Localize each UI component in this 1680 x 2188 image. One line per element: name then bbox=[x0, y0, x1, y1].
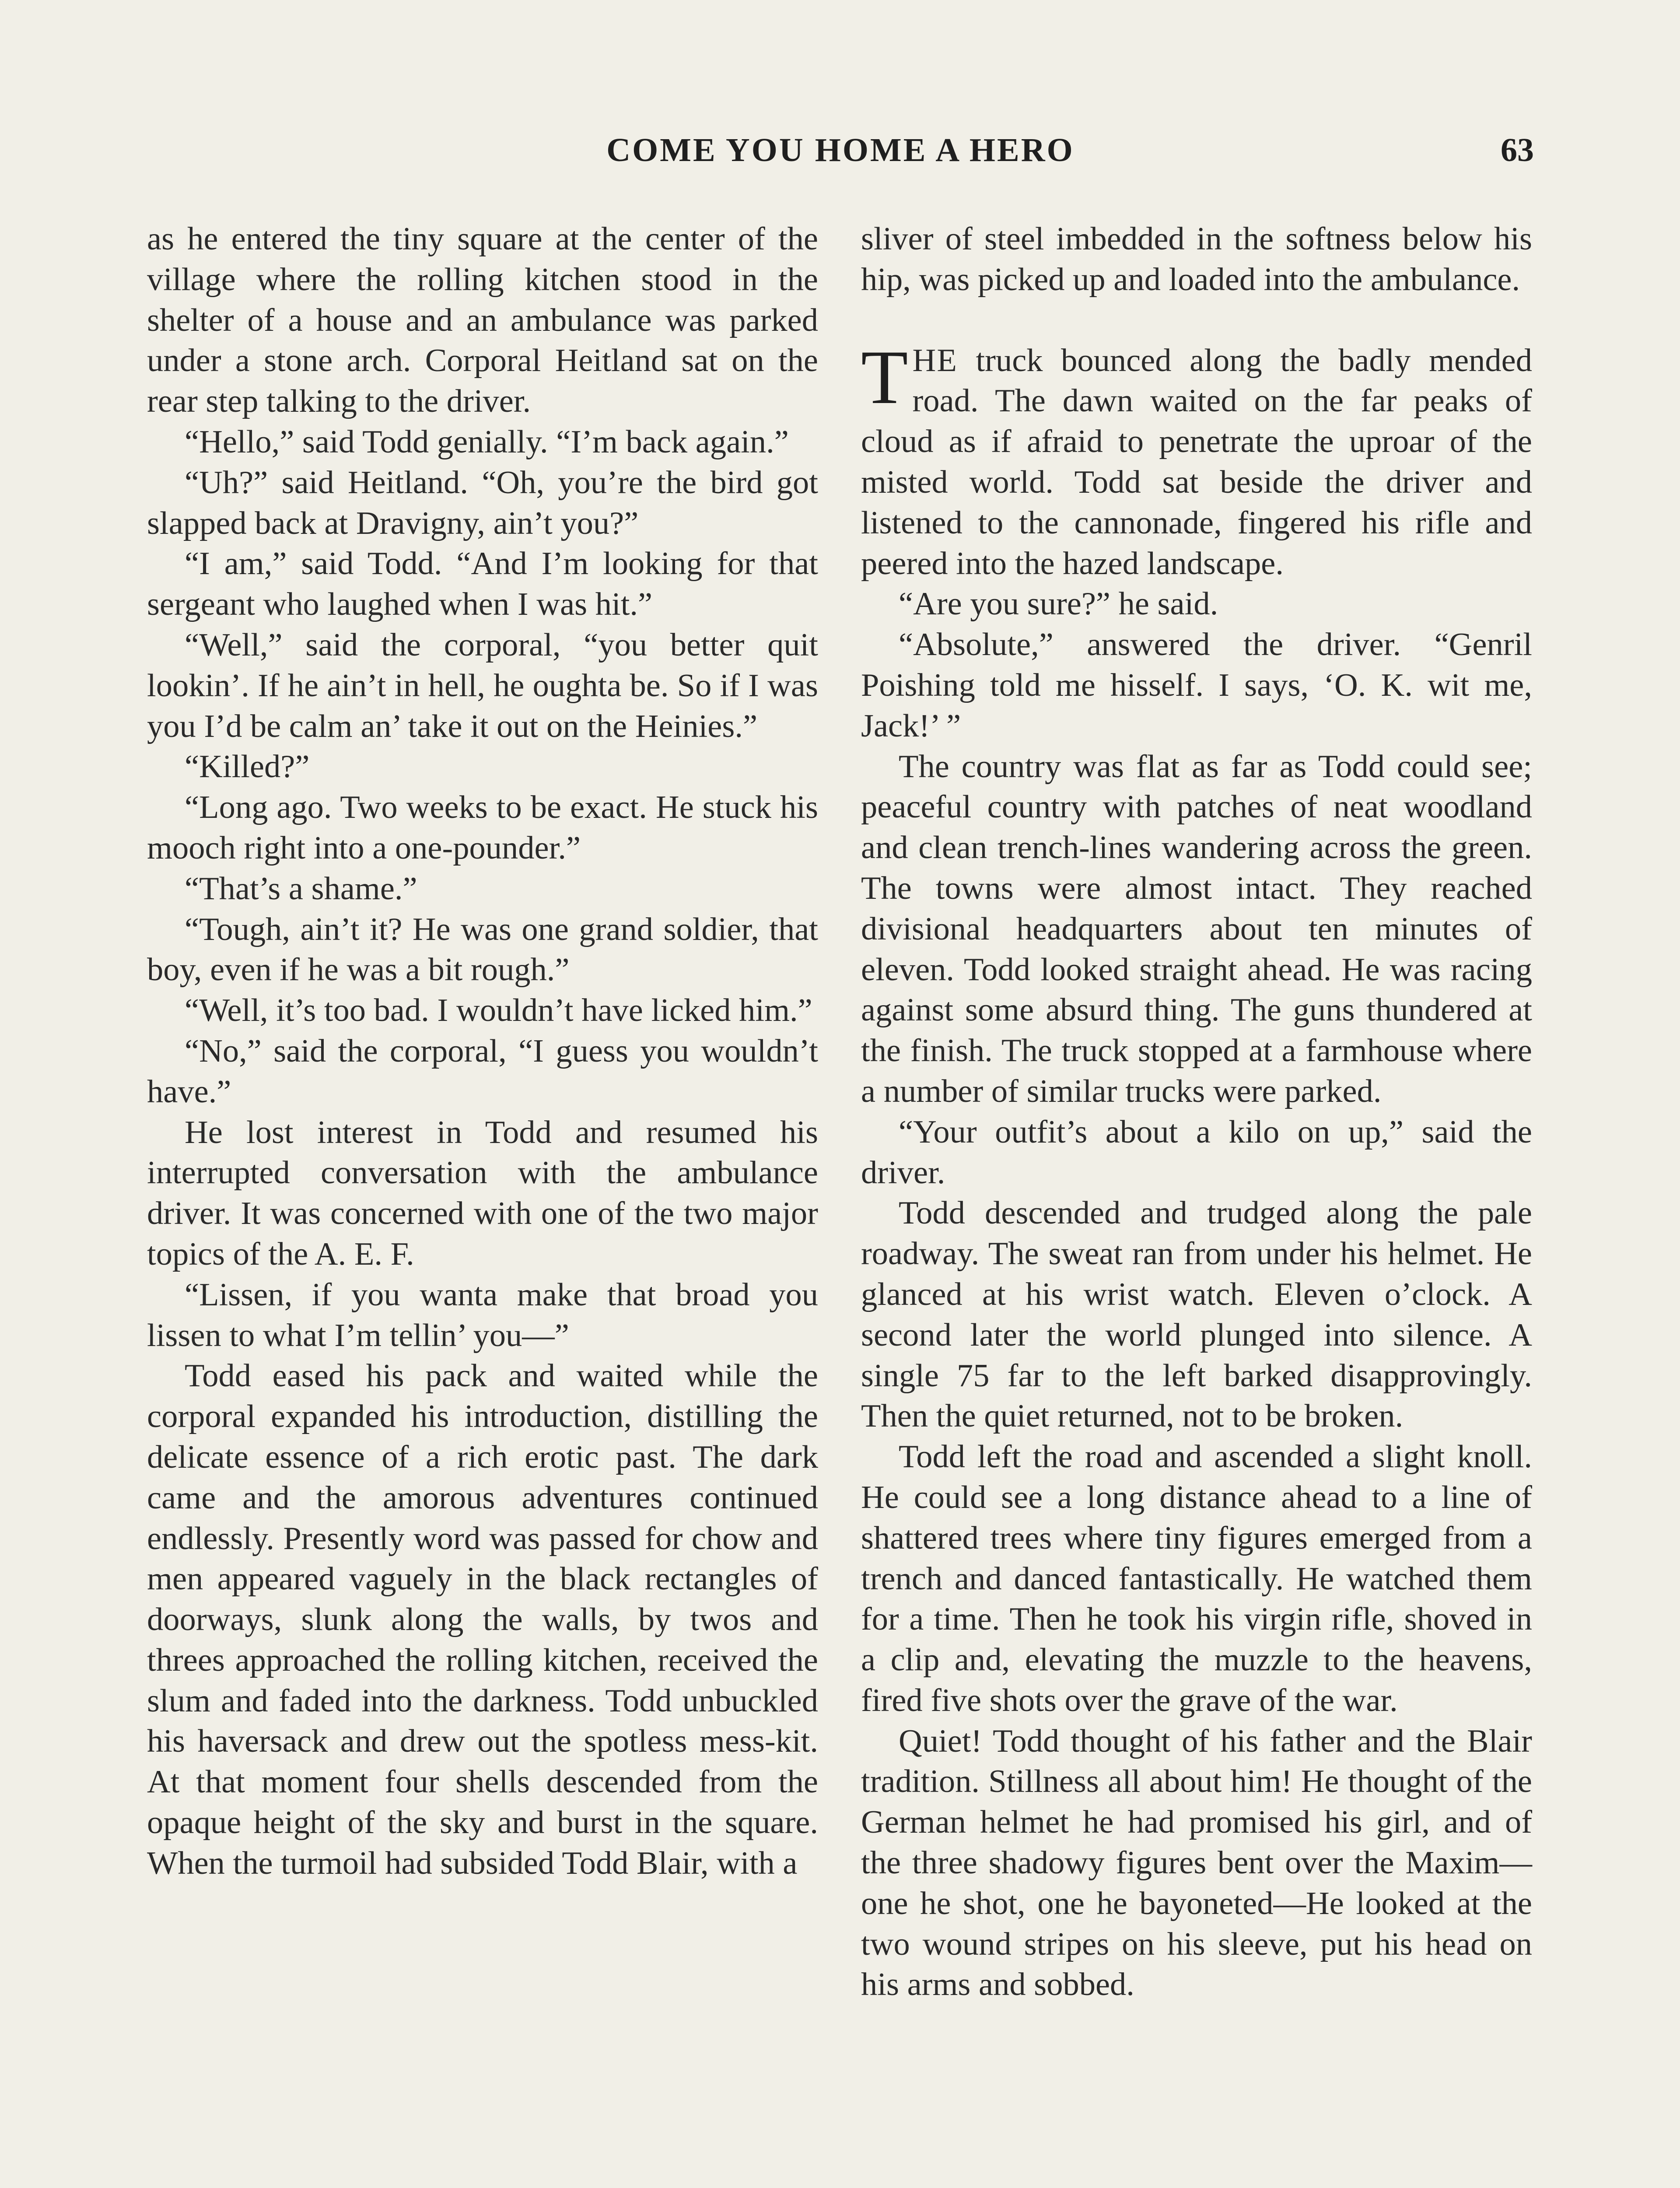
paragraph: “Tough, ain’t it? He was one grand soldier, that boy, even if he was a bit rough.” bbox=[147, 911, 818, 988]
page-number: 63 bbox=[1501, 132, 1534, 168]
paragraph: “Well, it’s too bad. I wouldn’t have licked him.” bbox=[185, 992, 812, 1029]
small-caps-lead: HE bbox=[912, 342, 958, 379]
page-header bbox=[147, 131, 1534, 179]
paragraph: Todd eased his pack and waited while the corporal expanded his introduction, distilling the delicate essence of a rich erotic past. The dark came and the amorous adventures continued endlessly. Presently word was passed for chow and men appeared vaguely in the black rectangles of doorways, slunk along the walls, by twos and threes approached the rolling kitchen, received the slum and faded into the darkness. Todd unbuckled his haversack and drew out the spotless mess-kit. At that moment four shells descended from the opaque height of the sky and burst in the square. When the turmoil had subsided Todd Blair, with a bbox=[147, 1358, 818, 1881]
paragraph: “Killed?” bbox=[185, 749, 310, 785]
paragraph: “Your outfit’s about a kilo on up,” said the driver. bbox=[861, 1114, 1532, 1191]
paragraph: Quiet! Todd thought of his father and the Blair tradition. Stillness all about him! He thought of the German helmet he had promised his girl, and of the three shadowy figures bent over the Maxim—one he shot, one he bayoneted—He looked at the two wound stripes on his sleeve, put his head on his arms and sobbed. bbox=[861, 1723, 1532, 2003]
paragraph: “Long ago. Two weeks to be exact. He stuck his mooch right into a one-pounder.” bbox=[147, 789, 818, 866]
section-opening-paragraph bbox=[861, 334, 1532, 584]
section-text: truck bounced along the badly mended road. The dawn waited on the far peaks of cloud as if afraid to penetrate the uproar of the misted world. Todd sat beside the driver and listened to the cannonade, fingered his rifle and peered into the hazed landscape. bbox=[861, 342, 1532, 582]
paragraph: Todd left the road and ascended a slight knoll. He could see a long distance ahead to a line of shattered trees where tiny figures emerged from a trench and danced fantastically. He watched them for a time. Then he took his virgin rifle, shoved in a clip and, elevating the muzzle to the heavens, fired five shots over the grave of the war. bbox=[861, 1439, 1532, 1718]
paragraph: Todd descended and trudged along the pale roadway. The sweat ran from under his helmet. He glanced at his wrist watch. Eleven o’clock. A second later the world plunged into silence. A single 75 far to the left barked disapprovingly. Then the quiet returned, not to be broken. bbox=[861, 1195, 1532, 1434]
right-column bbox=[861, 219, 1532, 2005]
drop-cap: T bbox=[861, 334, 908, 420]
paragraph: “I am,” said Todd. “And I’m looking for that sergeant who laughed when I was hit.” bbox=[147, 546, 818, 623]
paragraph: “Hello,” said Todd genially. “I’m back again.” bbox=[185, 424, 789, 460]
paragraph: “Uh?” said Heitland. “Oh, you’re the bird got slapped back at Dravigny, ain’t you?” bbox=[147, 464, 818, 541]
running-head: COME YOU HOME A HERO bbox=[606, 132, 1074, 168]
paragraph: “That’s a shame.” bbox=[185, 870, 417, 907]
paragraph: “Absolute,” answered the driver. “Genril Poishing told me hisself. I says, ‘O. K. wit me, Jack!’ ” bbox=[861, 627, 1532, 744]
paragraph: “Are you sure?” he said. bbox=[899, 586, 1218, 622]
paragraph: as he entered the tiny square at the center of the village where the rolling kitchen stood in the shelter of a house and an ambulance was parked under a stone arch. Corporal Heitland sat on the rear step talking to the driver. bbox=[147, 221, 818, 420]
paragraph: “Lissen, if you wanta make that broad you lissen to what I’m tellin’ you—” bbox=[147, 1276, 818, 1353]
paragraph: He lost interest in Todd and resumed his interrupted conversation with the ambulance driver. It was concerned with one of the two major topics of the A. E. F. bbox=[147, 1114, 818, 1272]
left-column bbox=[147, 219, 818, 1884]
paragraph: “No,” said the corporal, “I guess you wouldn’t have.” bbox=[147, 1033, 818, 1110]
paragraph: sliver of steel imbedded in the softness below his hip, was picked up and loaded into the ambulance. bbox=[861, 221, 1532, 298]
paragraph: The country was flat as far as Todd could see; peaceful country with patches of neat woodland and clean trench-lines wandering across the green. The towns were almost intact. They reached divisional headquarters about ten minutes of eleven. Todd looked straight ahead. He was racing against some absurd thing. The guns thundered at the finish. The truck stopped at a farmhouse where a number of similar trucks were parked. bbox=[861, 748, 1532, 1109]
paragraph: “Well,” said the corporal, “you better quit lookin’. If he ain’t in hell, he oughta be. So if I was you I’d be calm an’ take it out on the Heinies.” bbox=[147, 627, 818, 744]
